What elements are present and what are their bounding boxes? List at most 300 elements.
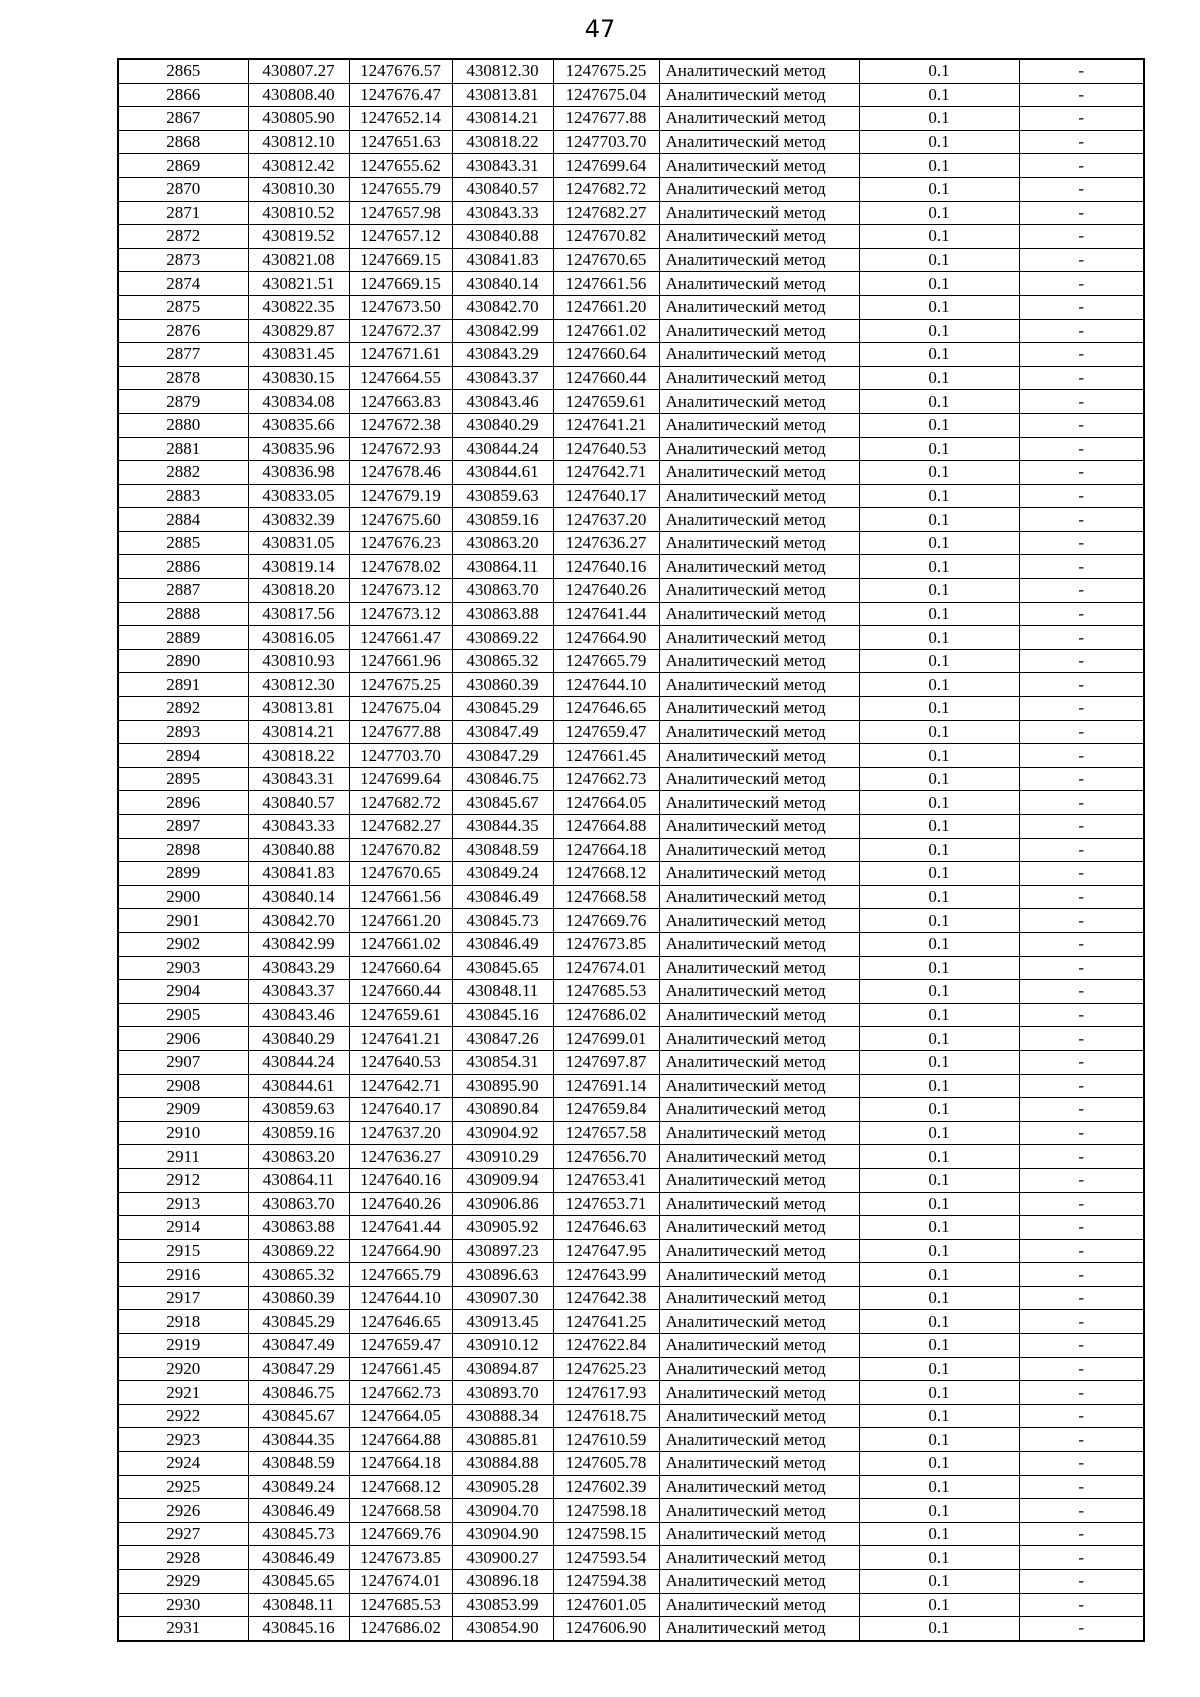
- point-number-cell: 2893: [118, 720, 248, 744]
- point-number-cell: 2906: [118, 1027, 248, 1051]
- x-coordinate-2-cell: 430843.29: [452, 343, 553, 367]
- dash-cell: -: [1019, 508, 1144, 532]
- method-cell: Аналитический метод: [659, 1074, 859, 1098]
- point-number-cell: 2907: [118, 1050, 248, 1074]
- table-row: [118, 59, 1144, 83]
- dash-cell: -: [1019, 295, 1144, 319]
- accuracy-cell: 0.1: [859, 390, 1019, 414]
- x-coordinate-2-cell: 430814.21: [452, 107, 553, 131]
- accuracy-cell: 0.1: [859, 579, 1019, 603]
- accuracy-cell: 0.1: [859, 201, 1019, 225]
- y-coordinate-cell: 1247674.01: [349, 1570, 452, 1594]
- method-cell: Аналитический метод: [659, 932, 859, 956]
- y-coordinate-cell: 1247673.12: [349, 602, 452, 626]
- method-cell: Аналитический метод: [659, 154, 859, 178]
- accuracy-cell: 0.1: [859, 862, 1019, 886]
- method-cell: Аналитический метод: [659, 295, 859, 319]
- method-cell: Аналитический метод: [659, 579, 859, 603]
- dash-cell: -: [1019, 862, 1144, 886]
- method-cell: Аналитический метод: [659, 201, 859, 225]
- method-cell: Аналитический метод: [659, 626, 859, 650]
- x-coordinate-2-cell: 430843.46: [452, 390, 553, 414]
- x-coordinate-cell: 430834.08: [248, 390, 349, 414]
- y-coordinate-cell: 1247664.90: [349, 1239, 452, 1263]
- x-coordinate-cell: 430863.88: [248, 1216, 349, 1240]
- table-row: [118, 626, 1144, 650]
- table-row: [118, 885, 1144, 909]
- point-number-cell: 2886: [118, 555, 248, 579]
- accuracy-cell: 0.1: [859, 602, 1019, 626]
- y-coordinate-cell: 1247664.88: [349, 1428, 452, 1452]
- table-row: [118, 1428, 1144, 1452]
- accuracy-cell: 0.1: [859, 909, 1019, 933]
- point-number-cell: 2903: [118, 956, 248, 980]
- dash-cell: -: [1019, 272, 1144, 296]
- y-coordinate-cell: 1247682.72: [349, 791, 452, 815]
- accuracy-cell: 0.1: [859, 1263, 1019, 1287]
- x-coordinate-cell: 430831.05: [248, 531, 349, 555]
- y-coordinate-2-cell: 1247594.38: [553, 1570, 659, 1594]
- point-number-cell: 2918: [118, 1310, 248, 1334]
- y-coordinate-2-cell: 1247640.16: [553, 555, 659, 579]
- x-coordinate-cell: 430859.16: [248, 1121, 349, 1145]
- x-coordinate-2-cell: 430845.73: [452, 909, 553, 933]
- x-coordinate-2-cell: 430860.39: [452, 673, 553, 697]
- x-coordinate-cell: 430832.39: [248, 508, 349, 532]
- dash-cell: -: [1019, 177, 1144, 201]
- y-coordinate-cell: 1247652.14: [349, 107, 452, 131]
- x-coordinate-cell: 430844.61: [248, 1074, 349, 1098]
- dash-cell: -: [1019, 1357, 1144, 1381]
- dash-cell: -: [1019, 673, 1144, 697]
- table-row: [118, 1263, 1144, 1287]
- x-coordinate-cell: 430848.11: [248, 1593, 349, 1617]
- point-number-cell: 2873: [118, 248, 248, 272]
- method-cell: Аналитический метод: [659, 390, 859, 414]
- point-number-cell: 2887: [118, 579, 248, 603]
- table-row: [118, 1522, 1144, 1546]
- table-row: [118, 744, 1144, 768]
- dash-cell: -: [1019, 1475, 1144, 1499]
- y-coordinate-2-cell: 1247664.90: [553, 626, 659, 650]
- y-coordinate-2-cell: 1247691.14: [553, 1074, 659, 1098]
- accuracy-cell: 0.1: [859, 366, 1019, 390]
- accuracy-cell: 0.1: [859, 791, 1019, 815]
- table-row: [118, 201, 1144, 225]
- accuracy-cell: 0.1: [859, 1452, 1019, 1476]
- y-coordinate-2-cell: 1247622.84: [553, 1334, 659, 1358]
- accuracy-cell: 0.1: [859, 1027, 1019, 1051]
- method-cell: Аналитический метод: [659, 1522, 859, 1546]
- table-row: [118, 1050, 1144, 1074]
- x-coordinate-2-cell: 430843.31: [452, 154, 553, 178]
- x-coordinate-cell: 430818.20: [248, 579, 349, 603]
- method-cell: Аналитический метод: [659, 791, 859, 815]
- table-row: [118, 390, 1144, 414]
- y-coordinate-cell: 1247659.61: [349, 1003, 452, 1027]
- accuracy-cell: 0.1: [859, 1381, 1019, 1405]
- x-coordinate-2-cell: 430847.29: [452, 744, 553, 768]
- x-coordinate-cell: 430812.42: [248, 154, 349, 178]
- y-coordinate-2-cell: 1247685.53: [553, 980, 659, 1004]
- x-coordinate-cell: 430848.59: [248, 1452, 349, 1476]
- dash-cell: -: [1019, 956, 1144, 980]
- dash-cell: -: [1019, 319, 1144, 343]
- x-coordinate-2-cell: 430844.35: [452, 815, 553, 839]
- x-coordinate-2-cell: 430904.90: [452, 1522, 553, 1546]
- x-coordinate-2-cell: 430869.22: [452, 626, 553, 650]
- y-coordinate-cell: 1247673.85: [349, 1546, 452, 1570]
- method-cell: Аналитический метод: [659, 1310, 859, 1334]
- y-coordinate-cell: 1247641.21: [349, 1027, 452, 1051]
- table-row: [118, 815, 1144, 839]
- dash-cell: -: [1019, 59, 1144, 83]
- method-cell: Аналитический метод: [659, 1570, 859, 1594]
- x-coordinate-2-cell: 430896.18: [452, 1570, 553, 1594]
- point-number-cell: 2924: [118, 1452, 248, 1476]
- method-cell: Аналитический метод: [659, 697, 859, 721]
- accuracy-cell: 0.1: [859, 626, 1019, 650]
- y-coordinate-2-cell: 1247593.54: [553, 1546, 659, 1570]
- y-coordinate-cell: 1247659.47: [349, 1334, 452, 1358]
- table-row: [118, 1098, 1144, 1122]
- method-cell: Аналитический метод: [659, 767, 859, 791]
- accuracy-cell: 0.1: [859, 154, 1019, 178]
- method-cell: Аналитический метод: [659, 461, 859, 485]
- y-coordinate-2-cell: 1247670.65: [553, 248, 659, 272]
- y-coordinate-cell: 1247655.79: [349, 177, 452, 201]
- method-cell: Аналитический метод: [659, 1404, 859, 1428]
- y-coordinate-cell: 1247678.02: [349, 555, 452, 579]
- y-coordinate-2-cell: 1247646.63: [553, 1216, 659, 1240]
- table-row: [118, 1617, 1144, 1641]
- dash-cell: -: [1019, 980, 1144, 1004]
- x-coordinate-cell: 430845.73: [248, 1522, 349, 1546]
- x-coordinate-cell: 430843.33: [248, 815, 349, 839]
- table-row: [118, 177, 1144, 201]
- method-cell: Аналитический метод: [659, 1050, 859, 1074]
- accuracy-cell: 0.1: [859, 1216, 1019, 1240]
- accuracy-cell: 0.1: [859, 531, 1019, 555]
- y-coordinate-2-cell: 1247669.76: [553, 909, 659, 933]
- method-cell: Аналитический метод: [659, 272, 859, 296]
- y-coordinate-2-cell: 1247610.59: [553, 1428, 659, 1452]
- point-number-cell: 2902: [118, 932, 248, 956]
- y-coordinate-2-cell: 1247643.99: [553, 1263, 659, 1287]
- x-coordinate-cell: 430844.24: [248, 1050, 349, 1074]
- x-coordinate-2-cell: 430818.22: [452, 130, 553, 154]
- dash-cell: -: [1019, 1098, 1144, 1122]
- table-row: [118, 720, 1144, 744]
- x-coordinate-cell: 430810.52: [248, 201, 349, 225]
- x-coordinate-2-cell: 430859.16: [452, 508, 553, 532]
- dash-cell: -: [1019, 413, 1144, 437]
- y-coordinate-2-cell: 1247646.65: [553, 697, 659, 721]
- accuracy-cell: 0.1: [859, 413, 1019, 437]
- x-coordinate-cell: 430864.11: [248, 1168, 349, 1192]
- x-coordinate-2-cell: 430845.67: [452, 791, 553, 815]
- y-coordinate-cell: 1247670.82: [349, 838, 452, 862]
- point-number-cell: 2908: [118, 1074, 248, 1098]
- table-row: [118, 461, 1144, 485]
- table-row: [118, 1334, 1144, 1358]
- y-coordinate-cell: 1247636.27: [349, 1145, 452, 1169]
- point-number-cell: 2923: [118, 1428, 248, 1452]
- point-number-cell: 2916: [118, 1263, 248, 1287]
- y-coordinate-2-cell: 1247640.53: [553, 437, 659, 461]
- table-row: [118, 1593, 1144, 1617]
- y-coordinate-2-cell: 1247660.64: [553, 343, 659, 367]
- x-coordinate-2-cell: 430840.14: [452, 272, 553, 296]
- method-cell: Аналитический метод: [659, 555, 859, 579]
- accuracy-cell: 0.1: [859, 1334, 1019, 1358]
- y-coordinate-cell: 1247676.23: [349, 531, 452, 555]
- dash-cell: -: [1019, 767, 1144, 791]
- accuracy-cell: 0.1: [859, 1050, 1019, 1074]
- x-coordinate-cell: 430860.39: [248, 1286, 349, 1310]
- x-coordinate-2-cell: 430885.81: [452, 1428, 553, 1452]
- y-coordinate-cell: 1247641.44: [349, 1216, 452, 1240]
- method-cell: Аналитический метод: [659, 1428, 859, 1452]
- table-row: [118, 484, 1144, 508]
- y-coordinate-2-cell: 1247660.44: [553, 366, 659, 390]
- x-coordinate-cell: 430843.46: [248, 1003, 349, 1027]
- table-row: [118, 295, 1144, 319]
- y-coordinate-cell: 1247661.47: [349, 626, 452, 650]
- table-row: [118, 932, 1144, 956]
- dash-cell: -: [1019, 484, 1144, 508]
- y-coordinate-cell: 1247675.60: [349, 508, 452, 532]
- table-row: [118, 1216, 1144, 1240]
- table-row: [118, 531, 1144, 555]
- method-cell: Аналитический метод: [659, 437, 859, 461]
- y-coordinate-cell: 1247703.70: [349, 744, 452, 768]
- accuracy-cell: 0.1: [859, 248, 1019, 272]
- point-number-cell: 2892: [118, 697, 248, 721]
- method-cell: Аналитический метод: [659, 59, 859, 83]
- y-coordinate-cell: 1247655.62: [349, 154, 452, 178]
- method-cell: Аналитический метод: [659, 1121, 859, 1145]
- x-coordinate-2-cell: 430906.86: [452, 1192, 553, 1216]
- x-coordinate-2-cell: 430842.99: [452, 319, 553, 343]
- dash-cell: -: [1019, 1003, 1144, 1027]
- method-cell: Аналитический метод: [659, 744, 859, 768]
- page-number: 47: [584, 15, 616, 43]
- y-coordinate-2-cell: 1247682.27: [553, 201, 659, 225]
- dash-cell: -: [1019, 1074, 1144, 1098]
- y-coordinate-cell: 1247672.37: [349, 319, 452, 343]
- y-coordinate-2-cell: 1247637.20: [553, 508, 659, 532]
- x-coordinate-2-cell: 430895.90: [452, 1074, 553, 1098]
- y-coordinate-2-cell: 1247673.85: [553, 932, 659, 956]
- point-number-cell: 2914: [118, 1216, 248, 1240]
- x-coordinate-2-cell: 430845.65: [452, 956, 553, 980]
- x-coordinate-2-cell: 430840.88: [452, 225, 553, 249]
- dash-cell: -: [1019, 1499, 1144, 1523]
- y-coordinate-cell: 1247661.02: [349, 932, 452, 956]
- y-coordinate-cell: 1247669.15: [349, 248, 452, 272]
- accuracy-cell: 0.1: [859, 1168, 1019, 1192]
- x-coordinate-cell: 430847.49: [248, 1334, 349, 1358]
- method-cell: Аналитический метод: [659, 1334, 859, 1358]
- accuracy-cell: 0.1: [859, 932, 1019, 956]
- x-coordinate-2-cell: 430913.45: [452, 1310, 553, 1334]
- y-coordinate-2-cell: 1247686.02: [553, 1003, 659, 1027]
- x-coordinate-2-cell: 430813.81: [452, 83, 553, 107]
- x-coordinate-cell: 430813.81: [248, 697, 349, 721]
- x-coordinate-cell: 430846.49: [248, 1546, 349, 1570]
- accuracy-cell: 0.1: [859, 1475, 1019, 1499]
- accuracy-cell: 0.1: [859, 461, 1019, 485]
- accuracy-cell: 0.1: [859, 177, 1019, 201]
- point-number-cell: 2900: [118, 885, 248, 909]
- accuracy-cell: 0.1: [859, 838, 1019, 862]
- accuracy-cell: 0.1: [859, 1404, 1019, 1428]
- dash-cell: -: [1019, 1452, 1144, 1476]
- accuracy-cell: 0.1: [859, 319, 1019, 343]
- y-coordinate-2-cell: 1247602.39: [553, 1475, 659, 1499]
- dash-cell: -: [1019, 248, 1144, 272]
- y-coordinate-cell: 1247657.12: [349, 225, 452, 249]
- table-row: [118, 225, 1144, 249]
- y-coordinate-cell: 1247661.96: [349, 649, 452, 673]
- dash-cell: -: [1019, 815, 1144, 839]
- accuracy-cell: 0.1: [859, 508, 1019, 532]
- point-number-cell: 2891: [118, 673, 248, 697]
- y-coordinate-cell: 1247668.12: [349, 1475, 452, 1499]
- point-number-cell: 2888: [118, 602, 248, 626]
- accuracy-cell: 0.1: [859, 767, 1019, 791]
- x-coordinate-2-cell: 430907.30: [452, 1286, 553, 1310]
- y-coordinate-2-cell: 1247601.05: [553, 1593, 659, 1617]
- y-coordinate-2-cell: 1247664.05: [553, 791, 659, 815]
- y-coordinate-cell: 1247640.53: [349, 1050, 452, 1074]
- method-cell: Аналитический метод: [659, 862, 859, 886]
- accuracy-cell: 0.1: [859, 885, 1019, 909]
- dash-cell: -: [1019, 1263, 1144, 1287]
- point-number-cell: 2915: [118, 1239, 248, 1263]
- point-number-cell: 2884: [118, 508, 248, 532]
- method-cell: Аналитический метод: [659, 107, 859, 131]
- y-coordinate-cell: 1247677.88: [349, 720, 452, 744]
- y-coordinate-cell: 1247675.04: [349, 697, 452, 721]
- dash-cell: -: [1019, 390, 1144, 414]
- x-coordinate-cell: 430818.22: [248, 744, 349, 768]
- y-coordinate-2-cell: 1247598.18: [553, 1499, 659, 1523]
- method-cell: Аналитический метод: [659, 531, 859, 555]
- table-row: [118, 1546, 1144, 1570]
- table-row: [118, 1570, 1144, 1594]
- x-coordinate-2-cell: 430865.32: [452, 649, 553, 673]
- y-coordinate-cell: 1247660.44: [349, 980, 452, 1004]
- dash-cell: -: [1019, 697, 1144, 721]
- method-cell: Аналитический метод: [659, 720, 859, 744]
- y-coordinate-cell: 1247657.98: [349, 201, 452, 225]
- y-coordinate-cell: 1247665.79: [349, 1263, 452, 1287]
- table-row: [118, 1310, 1144, 1334]
- x-coordinate-cell: 430836.98: [248, 461, 349, 485]
- dash-cell: -: [1019, 1192, 1144, 1216]
- point-number-cell: 2925: [118, 1475, 248, 1499]
- point-number-cell: 2872: [118, 225, 248, 249]
- y-coordinate-2-cell: 1247642.38: [553, 1286, 659, 1310]
- dash-cell: -: [1019, 791, 1144, 815]
- table-row: [118, 791, 1144, 815]
- point-number-cell: 2870: [118, 177, 248, 201]
- point-number-cell: 2874: [118, 272, 248, 296]
- x-coordinate-2-cell: 430853.99: [452, 1593, 553, 1617]
- y-coordinate-cell: 1247669.15: [349, 272, 452, 296]
- method-cell: Аналитический метод: [659, 1192, 859, 1216]
- method-cell: Аналитический метод: [659, 177, 859, 201]
- point-number-cell: 2890: [118, 649, 248, 673]
- y-coordinate-cell: 1247640.17: [349, 1098, 452, 1122]
- y-coordinate-cell: 1247685.53: [349, 1593, 452, 1617]
- table-row: [118, 1381, 1144, 1405]
- y-coordinate-cell: 1247672.38: [349, 413, 452, 437]
- table-row: [118, 1357, 1144, 1381]
- dash-cell: -: [1019, 909, 1144, 933]
- accuracy-cell: 0.1: [859, 1570, 1019, 1594]
- table-row: [118, 980, 1144, 1004]
- method-cell: Аналитический метод: [659, 673, 859, 697]
- table-row: [118, 555, 1144, 579]
- point-number-cell: 2899: [118, 862, 248, 886]
- y-coordinate-2-cell: 1247677.88: [553, 107, 659, 131]
- y-coordinate-2-cell: 1247642.71: [553, 461, 659, 485]
- x-coordinate-2-cell: 430844.24: [452, 437, 553, 461]
- dash-cell: -: [1019, 1404, 1144, 1428]
- y-coordinate-cell: 1247699.64: [349, 767, 452, 791]
- accuracy-cell: 0.1: [859, 980, 1019, 1004]
- accuracy-cell: 0.1: [859, 956, 1019, 980]
- dash-cell: -: [1019, 932, 1144, 956]
- x-coordinate-cell: 430821.08: [248, 248, 349, 272]
- dash-cell: -: [1019, 461, 1144, 485]
- y-coordinate-cell: 1247678.46: [349, 461, 452, 485]
- x-coordinate-cell: 430833.05: [248, 484, 349, 508]
- table-row: [118, 697, 1144, 721]
- y-coordinate-2-cell: 1247640.17: [553, 484, 659, 508]
- point-number-cell: 2896: [118, 791, 248, 815]
- y-coordinate-2-cell: 1247617.93: [553, 1381, 659, 1405]
- x-coordinate-cell: 430831.45: [248, 343, 349, 367]
- method-cell: Аналитический метод: [659, 1546, 859, 1570]
- dash-cell: -: [1019, 885, 1144, 909]
- dash-cell: -: [1019, 130, 1144, 154]
- point-number-cell: 2866: [118, 83, 248, 107]
- y-coordinate-cell: 1247670.65: [349, 862, 452, 886]
- x-coordinate-cell: 430846.75: [248, 1381, 349, 1405]
- x-coordinate-cell: 430819.52: [248, 225, 349, 249]
- point-number-cell: 2865: [118, 59, 248, 83]
- point-number-cell: 2911: [118, 1145, 248, 1169]
- accuracy-cell: 0.1: [859, 1239, 1019, 1263]
- x-coordinate-2-cell: 430863.70: [452, 579, 553, 603]
- accuracy-cell: 0.1: [859, 1286, 1019, 1310]
- point-number-cell: 2905: [118, 1003, 248, 1027]
- y-coordinate-cell: 1247664.18: [349, 1452, 452, 1476]
- accuracy-cell: 0.1: [859, 697, 1019, 721]
- table-row: [118, 107, 1144, 131]
- dash-cell: -: [1019, 531, 1144, 555]
- table-row: [118, 956, 1144, 980]
- x-coordinate-cell: 430843.37: [248, 980, 349, 1004]
- x-coordinate-2-cell: 430904.70: [452, 1499, 553, 1523]
- point-number-cell: 2880: [118, 413, 248, 437]
- table-row: [118, 1192, 1144, 1216]
- accuracy-cell: 0.1: [859, 555, 1019, 579]
